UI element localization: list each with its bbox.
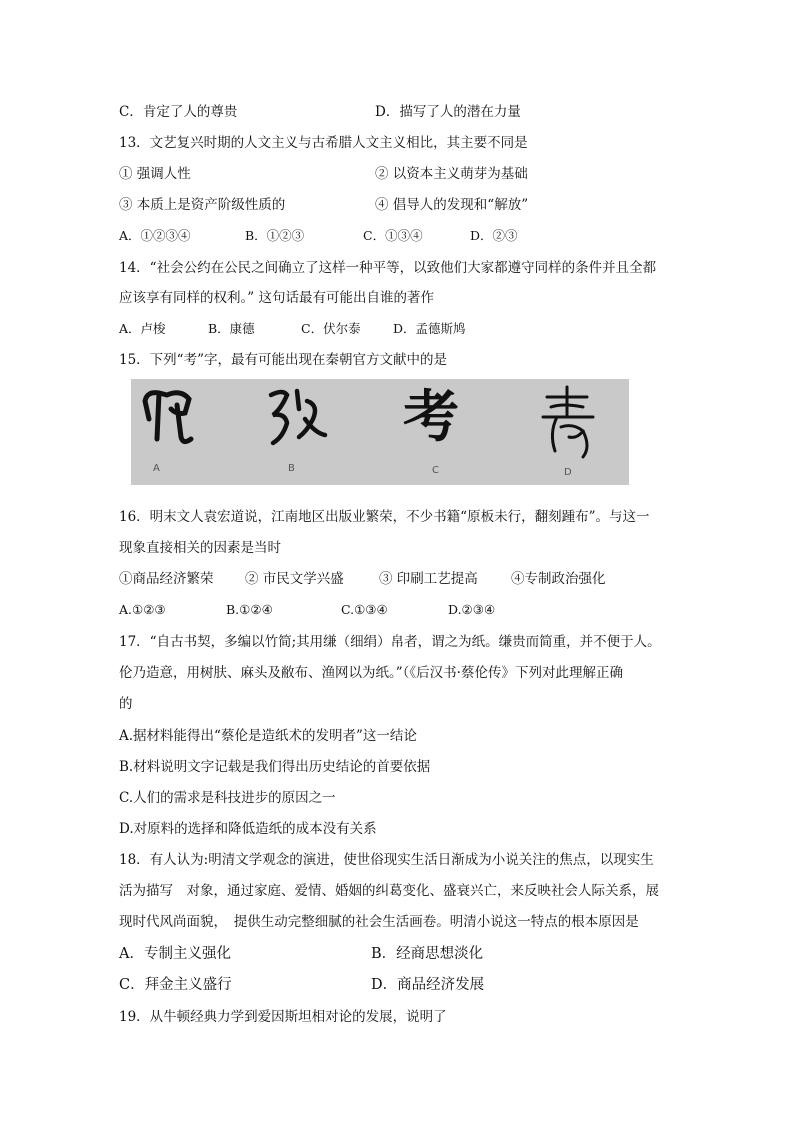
q13-option-c: C．①③④ bbox=[363, 228, 423, 243]
q13-option-d: D．②③ bbox=[470, 228, 518, 243]
q17-stem-line3: 的 bbox=[119, 696, 133, 712]
q17-option-a: A.据材料能得出“蔡伦是造纸术的发明者”这一结论 bbox=[119, 728, 417, 744]
q17-option-b: B.材料说明文字记载是我们得出历史结论的首要依据 bbox=[119, 759, 431, 775]
q18-stem-line2: 活为描写 对象，通过家庭、爱情、婚姻的纠葛变化、盛衰兴亡，来反映社会人际关系，展 bbox=[119, 883, 659, 899]
q16-item-4: ④专制政治强化 bbox=[511, 571, 606, 587]
q15-stem: 15．下列“考”字，最有可能出现在秦朝官方文献中的是 bbox=[119, 352, 447, 368]
q14-stem-line1: 14．“社会公约在公民之间确立了这样一种平等，以致他们大家都遵守同样的条件并且全都 bbox=[119, 260, 657, 276]
q13-item-3: ③ 本质上是资产阶级性质的 bbox=[119, 197, 286, 213]
q16-item-1: ①商品经济繁荣 bbox=[119, 571, 214, 587]
q12-option-c: C．肯定了人的尊贵 bbox=[119, 104, 238, 120]
q18-option-a: A．专制主义强化 bbox=[119, 946, 231, 962]
q14-option-d: D．孟德斯鸠 bbox=[393, 321, 466, 336]
q16-option-d: D.②③④ bbox=[448, 602, 496, 617]
q14-option-c: C．伏尔泰 bbox=[301, 321, 361, 336]
q17-stem-line1: 17．“自古书契，多编以竹简;其用缣（细绢）帛者，谓之为纸。缣贵而简重，并不便于人。 bbox=[119, 634, 661, 650]
q18-option-c: C．拜金主义盛行 bbox=[119, 977, 232, 993]
q16-option-b: B.①②④ bbox=[226, 602, 273, 617]
glyph-a bbox=[137, 379, 207, 459]
q17-option-d: D.对原料的选择和降低造纸的成本没有关系 bbox=[119, 821, 377, 837]
q12-option-d: D．描写了人的潜在力量 bbox=[375, 104, 521, 120]
q13-option-a: A．①②③④ bbox=[119, 228, 191, 243]
q16-item-3: ③ 印刷工艺提高 bbox=[379, 571, 478, 587]
q17-option-c: C.人们的需求是科技进步的原因之一 bbox=[119, 790, 336, 806]
q16-item-2: ② 市民文学兴盛 bbox=[245, 571, 344, 587]
glyph-label-c: C bbox=[432, 465, 439, 476]
q13-item-1: ① 强调人性 bbox=[119, 166, 191, 182]
glyph-label-b: B bbox=[288, 463, 295, 474]
q17-stem-line2: 伦乃造意，用树肤、麻头及敝布、渔网以为纸。”（《后汉书·蔡伦传》下列对此理解正确 bbox=[119, 665, 623, 681]
q16-stem-line1: 16．明末文人袁宏道说，江南地区出版业繁荣，不少书籍“原板未行，翻刻踵布”。与这一 bbox=[119, 509, 650, 525]
q14-stem-line2: 应该享有同样的权利。” 这句话最有可能出自谁的著作 bbox=[119, 290, 434, 306]
glyph-label-d: D bbox=[564, 467, 572, 478]
glyph-label-a: A bbox=[153, 463, 160, 474]
q13-item-4: ④ 倡导人的发现和“解放” bbox=[375, 197, 529, 213]
kao-character-image bbox=[131, 379, 629, 485]
q13-stem: 13．文艺复兴时期的人文主义与古希腊人文主义相比，其主要不同是 bbox=[119, 135, 528, 151]
q14-option-a: A．卢梭 bbox=[119, 321, 166, 336]
q14-option-b: B．康德 bbox=[208, 321, 255, 336]
q16-stem-line2: 现象直接相关的因素是当时 bbox=[119, 540, 281, 556]
q16-option-a: A.①②③ bbox=[119, 602, 166, 617]
q16-option-c: C.①③④ bbox=[341, 602, 388, 617]
q19-stem: 19．从牛顿经典力学到爱因斯坦相对论的发展，说明了 bbox=[119, 1009, 447, 1025]
q13-item-2: ② 以资本主义萌芽为基础 bbox=[375, 166, 528, 182]
glyph-d bbox=[533, 381, 603, 465]
glyph-c: 考 bbox=[403, 384, 459, 450]
q18-stem-line3: 现时代风尚面貌， 提供生动完整细腻的社会生活画卷。明清小说这一特点的根本原因是 bbox=[119, 914, 639, 930]
q18-stem-line1: 18．有人认为:明清文学观念的演进，使世俗现实生活日渐成为小说关注的焦点，以现实生 bbox=[119, 852, 654, 868]
q13-option-b: B．①②③ bbox=[245, 228, 305, 243]
glyph-b bbox=[263, 379, 333, 459]
q18-option-b: B．经商思想淡化 bbox=[371, 946, 484, 962]
q18-option-d: D．商品经济发展 bbox=[371, 977, 485, 993]
